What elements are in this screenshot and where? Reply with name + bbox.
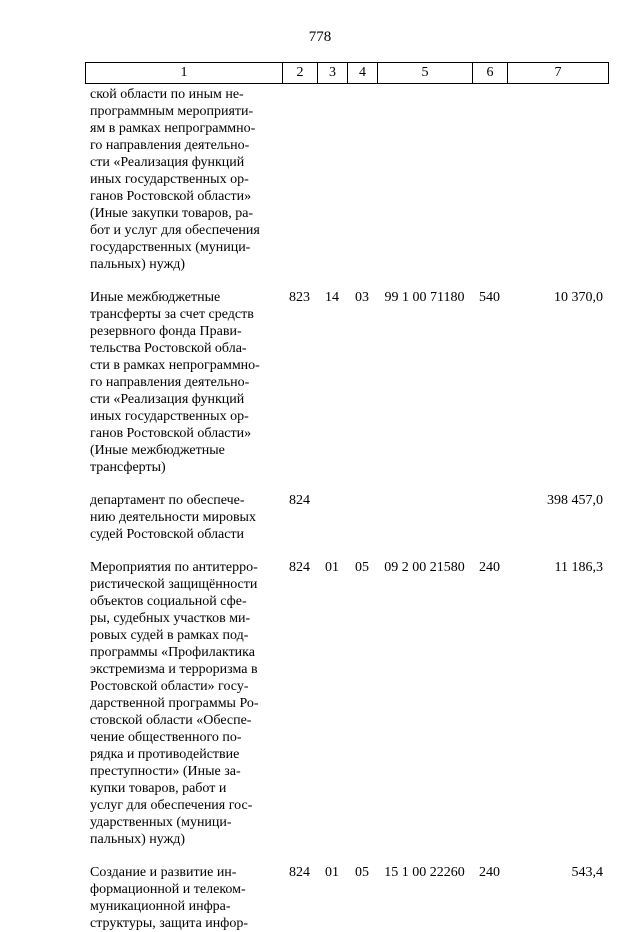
row-cell-7: 10 370,0 — [554, 290, 603, 305]
table-row — [85, 289, 609, 476]
row-cell-4: 05 — [355, 865, 369, 880]
row-cell-5 — [377, 86, 472, 273]
row-cell-6 — [472, 492, 507, 543]
row-cell-5: 99 1 00 71180 — [384, 290, 465, 305]
row-cell-6: 240 — [479, 865, 500, 880]
row-description: ской области по иным не- программным мероприяти- ям в рамках непрограммно- го направления деятельно- сти «Реализация функций иных государственных ор- ганов Ростовской области» (Иные закупки товаров, ра- бот и услуг для обеспечения государственных (муници- пальных) нужд) — [90, 87, 260, 272]
column-header-6: 6 — [473, 63, 508, 83]
column-header-7: 7 — [554, 65, 562, 80]
column-header-4: 4 — [348, 63, 378, 83]
row-description: департамент по обеспече- нию деятельности мировых судей Ростовской области — [90, 493, 256, 542]
row-description: Иные межбюджетные трансферты за счет средств резервного фонда Прави- тельства Ростовской обла- сти в рамках непрограммно- го направления деятельно- сти «Реализация функций иных государственных ор- ганов Ростовской области» (Иные межбюджетные трансферты) — [90, 290, 260, 475]
row-cell-7: 543,4 — [571, 865, 603, 880]
row-cell-5: 15 1 00 22260 — [384, 865, 465, 880]
row-description: Создание и развитие ин- формационной и телеком- муникационной инфра- структуры, защита инфор- — [90, 865, 249, 931]
row-cell-7 — [507, 86, 609, 273]
page-number: 778 — [308, 29, 332, 45]
table-row — [85, 559, 609, 848]
row-cell-7: 11 186,3 — [554, 560, 603, 575]
row-cell-6 — [472, 86, 507, 273]
column-header-3: 3 — [318, 63, 348, 83]
row-cell-3 — [317, 492, 347, 543]
column-header-1: 1 — [86, 63, 283, 83]
row-cell-3 — [317, 86, 347, 273]
row-cell-6: 240 — [479, 560, 500, 575]
row-cell-7: 398 457,0 — [547, 493, 603, 508]
row-cell-4 — [347, 492, 377, 543]
row-cell-2: 824 — [289, 560, 310, 575]
table-row — [85, 864, 609, 932]
table-body — [85, 84, 609, 932]
row-cell-6: 540 — [479, 290, 500, 305]
row-cell-4: 05 — [355, 560, 369, 575]
row-description: Мероприятия по антитерро- ристической защищённости объектов социальной сфе- ры, судебных участков ми- ровых судей в рамках под- программы «Профилактика экстремизма и терроризма в Ростовской области» госу- дарственной программы Ро- стовской области «Обеспе- чение общественного по- рядка и противодействие преступности» (Иные за- купки товаров, работ и услуг для обеспечения гос- ударственных (муници- пальных) нужд) — [90, 560, 259, 847]
row-cell-5: 09 2 00 21580 — [384, 560, 465, 575]
row-cell-2: 824 — [289, 493, 310, 508]
row-cell-2: 824 — [289, 865, 310, 880]
row-cell-3: 14 — [325, 290, 339, 305]
table-row — [85, 492, 609, 543]
row-cell-4 — [347, 86, 377, 273]
row-cell-2 — [282, 86, 317, 273]
row-cell-3: 01 — [325, 865, 339, 880]
row-cell-2: 823 — [289, 290, 310, 305]
row-cell-3: 01 — [325, 560, 339, 575]
column-header-5: 5 — [378, 63, 473, 83]
row-cell-4: 03 — [355, 290, 369, 305]
column-header-2: 2 — [283, 63, 318, 83]
row-cell-5 — [377, 492, 472, 543]
table-row — [85, 86, 609, 273]
table-header — [85, 62, 609, 84]
